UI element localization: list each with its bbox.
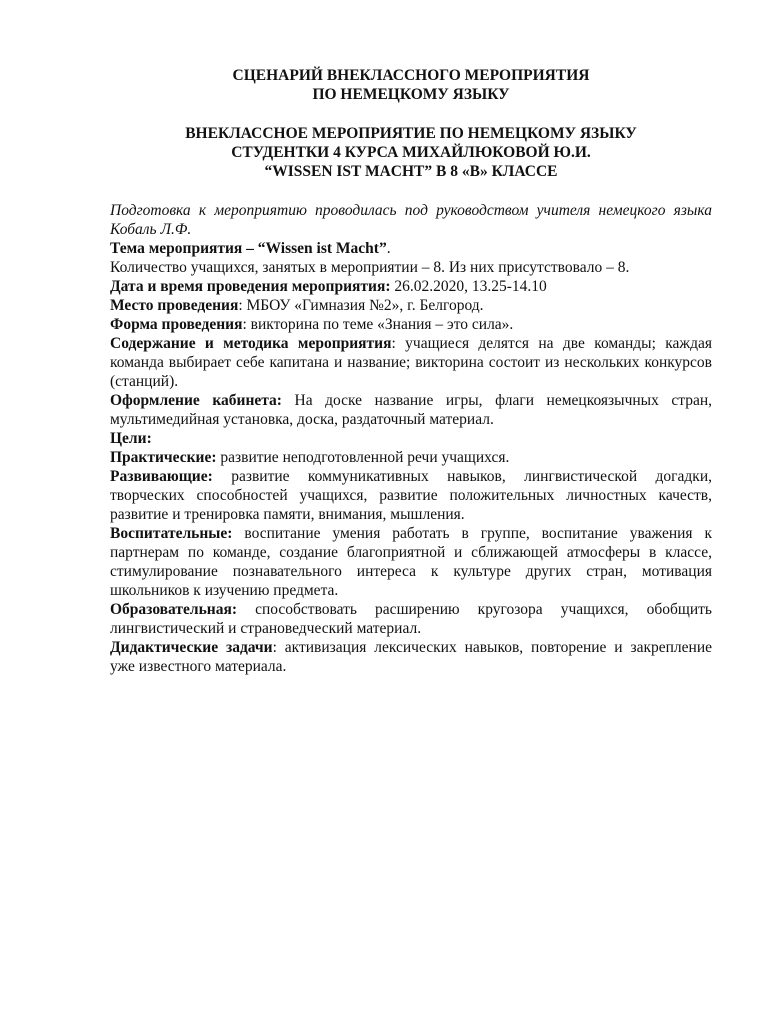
field-value: . — [386, 240, 391, 257]
field-value: воспитание умения работать в группе, воспитание уважения к партнерам по команде, создание благоприятной и сближающей атмосферы в классе, стимулирование познавательного интереса к культуре других стран, мотивация школьников к изучению предмета. — [110, 525, 712, 599]
field-label: Цели: — [110, 430, 152, 447]
practical-field — [110, 448, 712, 467]
subtitle-line: СТУДЕНТКИ 4 КУРСА МИХАЙЛЮКОВОЙ Ю.И. — [231, 144, 591, 161]
field-value: : МБОУ «Гимназия №2», г. Белгород. — [238, 297, 484, 314]
subtitle-line: ВНЕКЛАССНОЕ МЕРОПРИЯТИЕ ПО НЕМЕЦКОМУ ЯЗЫКУ — [185, 125, 637, 142]
field-value: 26.02.2020, 13.25-14.10 — [390, 278, 547, 295]
field-label: Развивающие: — [110, 468, 213, 485]
field-label: Тема мероприятия – “Wissen ist Macht” — [110, 240, 387, 257]
field-label: Практические: — [110, 449, 217, 466]
content-field — [110, 334, 712, 391]
field-value: : активизация лексических навыков, повторение и закрепление уже известного материала. — [110, 639, 712, 675]
document-body — [110, 201, 712, 676]
didactic-field — [110, 638, 712, 676]
field-label: Содержание и методика мероприятия — [110, 335, 392, 352]
developing-field — [110, 467, 712, 524]
count-field: Количество учащихся, занятых в мероприятии – 8. Из них присутствовало – 8. — [110, 259, 630, 276]
field-label: Дата и время проведения мероприятия: — [110, 278, 391, 295]
field-value: : учащиеся делятся на две команды; каждая команда выбирает себе капитана и название; викторина состоит из нескольких конкурсов (станций). — [110, 335, 713, 390]
field-label: Образовательная: — [110, 601, 238, 618]
theme-field — [110, 239, 712, 258]
field-value: развитие коммуникативных навыков, лингвистической догадки, творческих способностей учащихся, развитие положительных личностных качеств, развитие и тренировка памяти, внимания, мышления. — [110, 468, 712, 523]
goals-heading — [110, 429, 712, 448]
decor-field — [110, 391, 712, 429]
title-block-2 — [110, 124, 712, 181]
intro-paragraph: Подготовка к мероприятию проводилась под руководством учителя немецкого языка Кобаль Л.Ф. — [110, 202, 712, 238]
formative-field — [110, 600, 712, 638]
title-line: ПО НЕМЕЦКОМУ ЯЗЫКУ — [312, 86, 510, 103]
field-value: способствовать расширению кругозора учащихся, обобщить лингвистический и страноведческий материал. — [110, 601, 712, 637]
field-label: Воспитательные: — [110, 525, 233, 542]
form-field — [110, 315, 712, 334]
title-block-1 — [110, 66, 712, 104]
title-line: СЦЕНАРИЙ ВНЕКЛАССНОГО МЕРОПРИЯТИЯ — [232, 67, 590, 84]
educational-field — [110, 524, 712, 600]
field-value: На доске название игры, флаги немецкоязычных стран, мультимедийная установка, доска, раздаточный материал. — [110, 392, 712, 428]
field-label: Форма проведения — [110, 316, 243, 333]
field-value: развитие неподготовленной речи учащихся. — [216, 449, 510, 466]
field-label: Оформление кабинета: — [110, 392, 282, 409]
field-label: Место проведения — [110, 297, 239, 314]
datetime-field — [110, 277, 712, 296]
field-value: : викторина по теме «Знания – это сила». — [242, 316, 514, 333]
place-field — [110, 296, 712, 315]
subtitle-line: “WISSEN IST MACHT” В 8 «В» КЛАССЕ — [264, 163, 558, 180]
field-label: Дидактические задачи — [110, 639, 273, 656]
